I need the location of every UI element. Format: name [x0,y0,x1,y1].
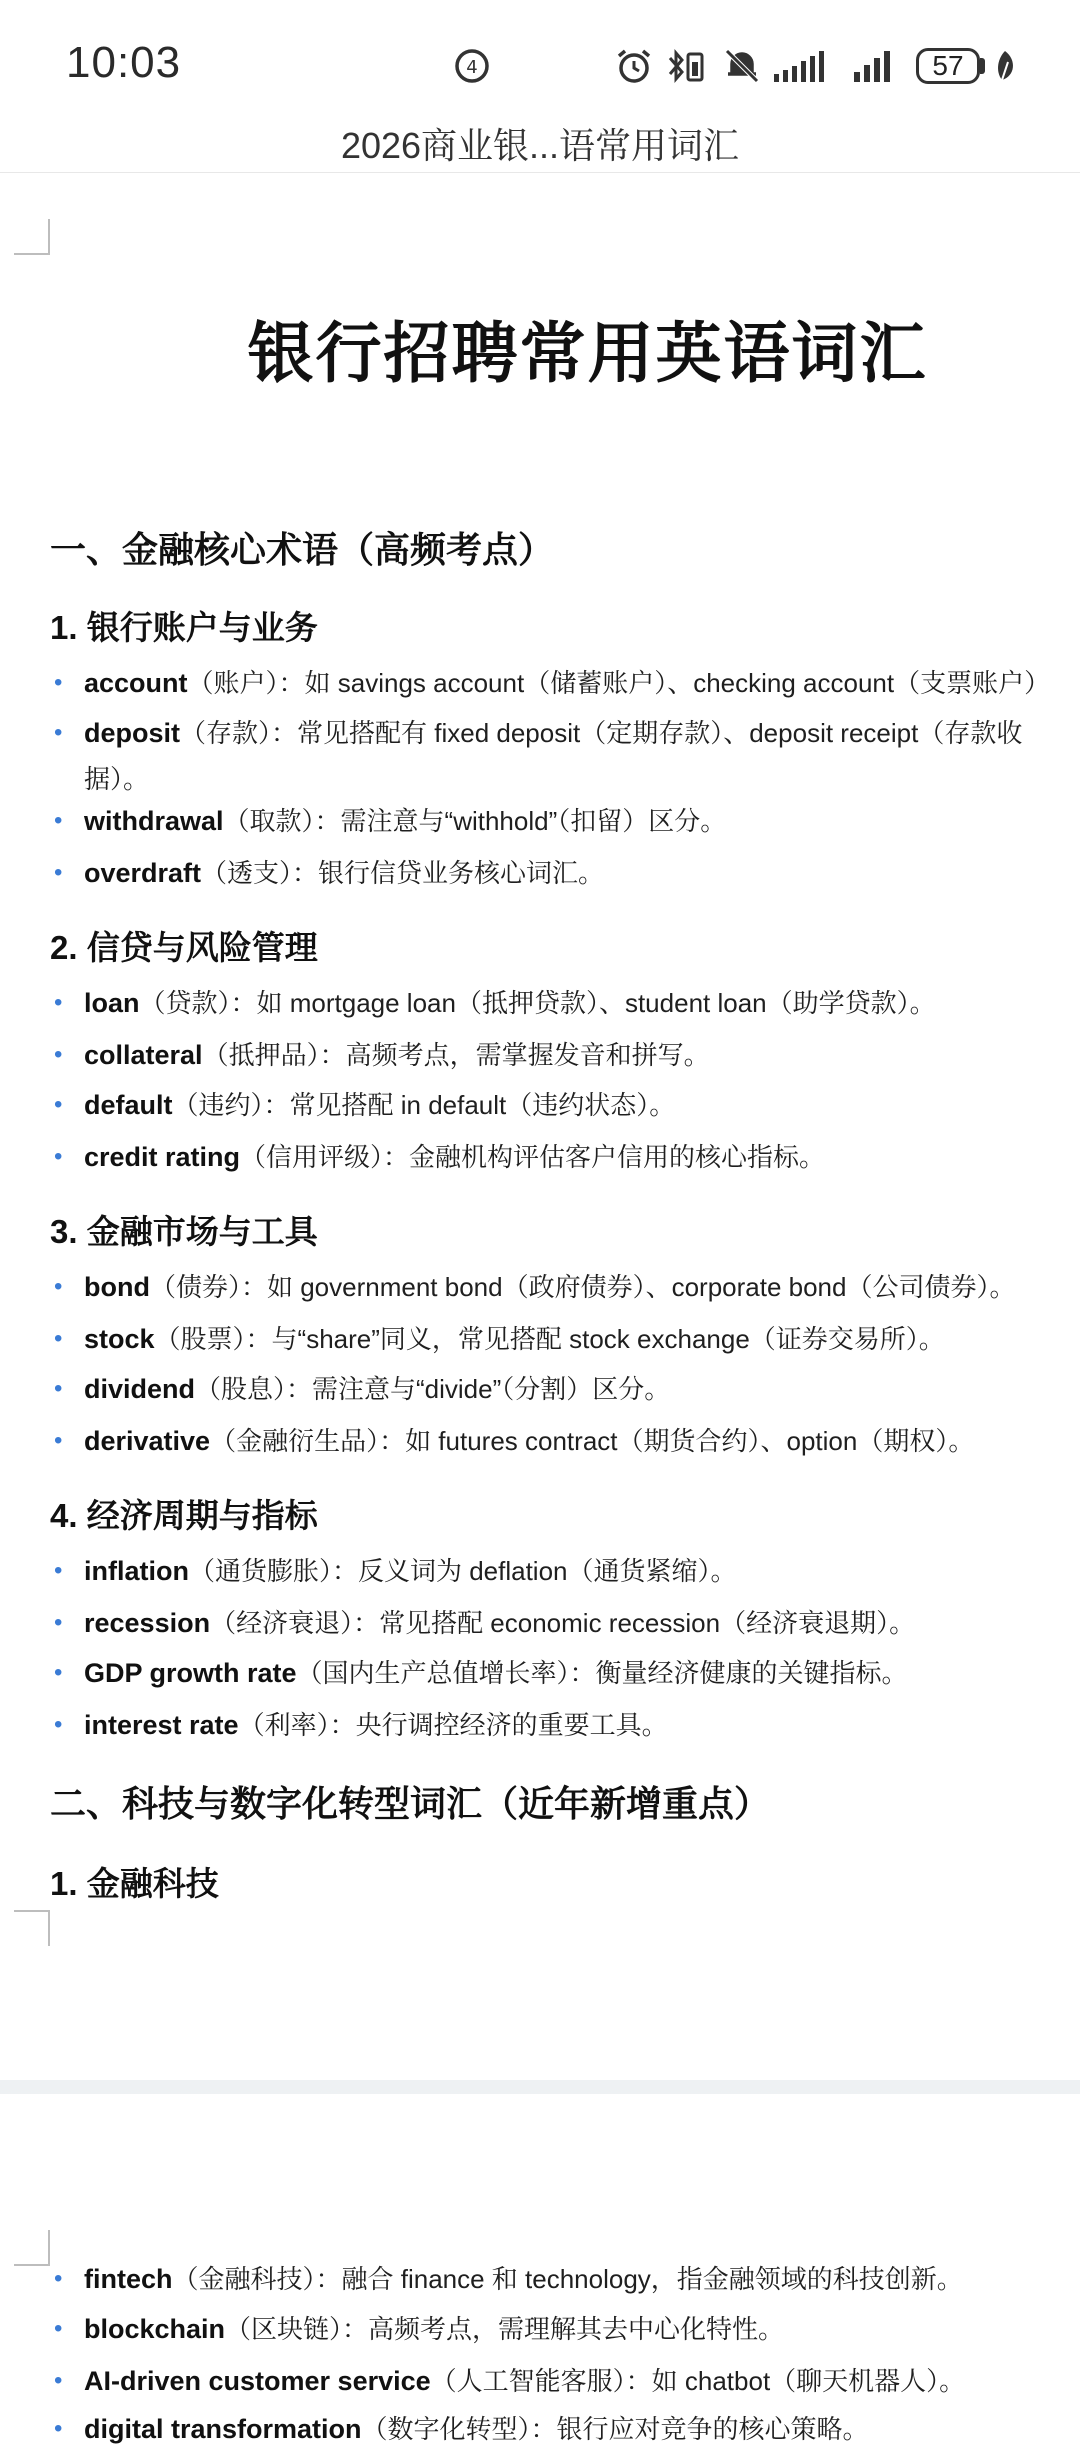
term: bond [84,1272,150,1302]
list-item [84,2256,1069,2302]
term-description: （取款）：需注意与“withhold”（扣留）区分。 [223,806,727,836]
leaf-icon [990,46,1020,86]
term: interest rate [84,1710,239,1740]
term-description: （抵押品）：高频考点，需掌握发音和拼写。 [202,1040,710,1070]
status-bar [0,0,1080,130]
status-time: 10:03 [66,38,182,87]
sync-icon [452,46,492,86]
subsection-title: 1. 金融科技 [50,1865,219,1902]
subsection-title: 1. 银行账户与业务 [50,609,318,646]
page-heading: 银行招聘常用英语词汇 [247,316,928,390]
subsection-title: 4. 经济周期与指标 [50,1497,318,1534]
term-description: （区块链）：高频考点，需理解其去中心化特性。 [225,2314,785,2344]
header-divider [0,172,1080,173]
cellular-signal-icon [852,46,900,86]
list-item [84,850,1069,896]
term: loan [84,988,140,1018]
term-description: （人工智能客服）：如 chatbot（聊天机器人）。 [430,2366,966,2396]
term: credit rating [84,1142,241,1172]
svg-text:4: 4 [466,57,478,78]
list-item [84,1316,1069,1362]
list-item [84,980,1069,1026]
term-description: （透支）：银行信贷业务核心词汇。 [201,858,605,888]
term-description: （股息）：需注意与“divide”（分割）区分。 [195,1374,671,1404]
term-description: （违约）：常见搭配 in default（违约状态）。 [172,1090,676,1120]
term-description: （国内生产总值增长率）：衡量经济健康的关键指标。 [296,1658,908,1688]
term: dividend [84,1374,196,1404]
wifi-signal-icon [772,46,836,86]
list-item [84,1418,1069,1464]
list-item [84,1366,1069,1412]
page-corner-marker [14,219,50,255]
term: derivative [84,1426,211,1456]
term-description: （通货膨胀）：反义词为 deflation（通货紧缩）。 [188,1556,737,1586]
term-description: （利率）：央行调控经济的重要工具。 [238,1710,668,1740]
page-corner-marker [14,1910,50,1946]
list-item [84,660,1069,706]
section-title: 二、科技与数字化转型词汇（近年新增重点） [50,1783,771,1824]
list-item [84,1702,1069,1748]
alarm-icon [614,46,654,86]
term-description: （数字化转型）：银行应对竞争的核心策略。 [361,2414,869,2444]
page-break [0,2080,1080,2094]
list-item [84,1134,1069,1180]
document-title[interactable]: 2026商业银...语常用词汇 [340,125,740,166]
subsection-title: 2. 信贷与风险管理 [50,929,318,966]
term: overdraft [84,858,202,888]
term: inflation [84,1556,189,1586]
term-description: （金融科技）：融合 finance 和 technology，指金融领域的科技创新。 [172,2264,963,2294]
term-description: （债券）：如 government bond（政府债券）、corporate bond（公司债券）。 [149,1272,1016,1302]
section-title: 一、金融核心术语（高频考点） [50,529,555,570]
term: withdrawal [84,806,224,836]
term: AI-driven customer service [84,2366,431,2396]
term: stock [84,1324,155,1354]
battery-icon: 57 [916,48,980,84]
mute-icon [722,46,762,86]
term-description: （经济衰退）：常见搭配 economic recession（经济衰退期）。 [210,1608,916,1638]
list-item [84,798,1069,844]
subsection-title: 3. 金融市场与工具 [50,1213,318,1250]
term: GDP growth rate [84,1658,297,1688]
list-item [84,1032,1069,1078]
term-description: （账户）：如 savings account（储蓄账户）、checking account（支票账户） [187,668,1051,698]
list-item [84,1082,1069,1128]
term: default [84,1090,173,1120]
term-description: （信用评级）：金融机构评估客户信用的核心指标。 [240,1142,826,1172]
term-description: （股票）：与“share”同义，常见搭配 stock exchange（证券交易所）。 [154,1324,945,1354]
term: deposit [84,718,181,748]
list-item [84,710,1069,802]
term: collateral [84,1040,203,1070]
term: account [84,668,188,698]
bluetooth-icon [664,46,712,86]
list-item [84,1548,1069,1594]
battery-tip [980,58,985,74]
list-item [84,1600,1069,1646]
list-item [84,2406,1069,2452]
term-description: （金融衍生品）：如 futures contract（期货合约）、option（期权）。 [210,1426,975,1456]
list-item [84,2306,1069,2352]
page-corner-marker [14,2230,50,2266]
term: recession [84,1608,211,1638]
term: digital transformation [84,2414,362,2444]
list-item [84,1264,1069,1310]
term-description: （存款）：常见搭配有 fixed deposit（定期存款）、deposit receipt（存款收据）。 [84,718,1023,794]
term-description: （贷款）：如 mortgage loan（抵押贷款）、student loan（助学贷款）。 [139,988,936,1018]
term: fintech [84,2264,173,2294]
term: blockchain [84,2314,226,2344]
list-item [84,1650,1069,1696]
list-item [84,2358,1069,2404]
